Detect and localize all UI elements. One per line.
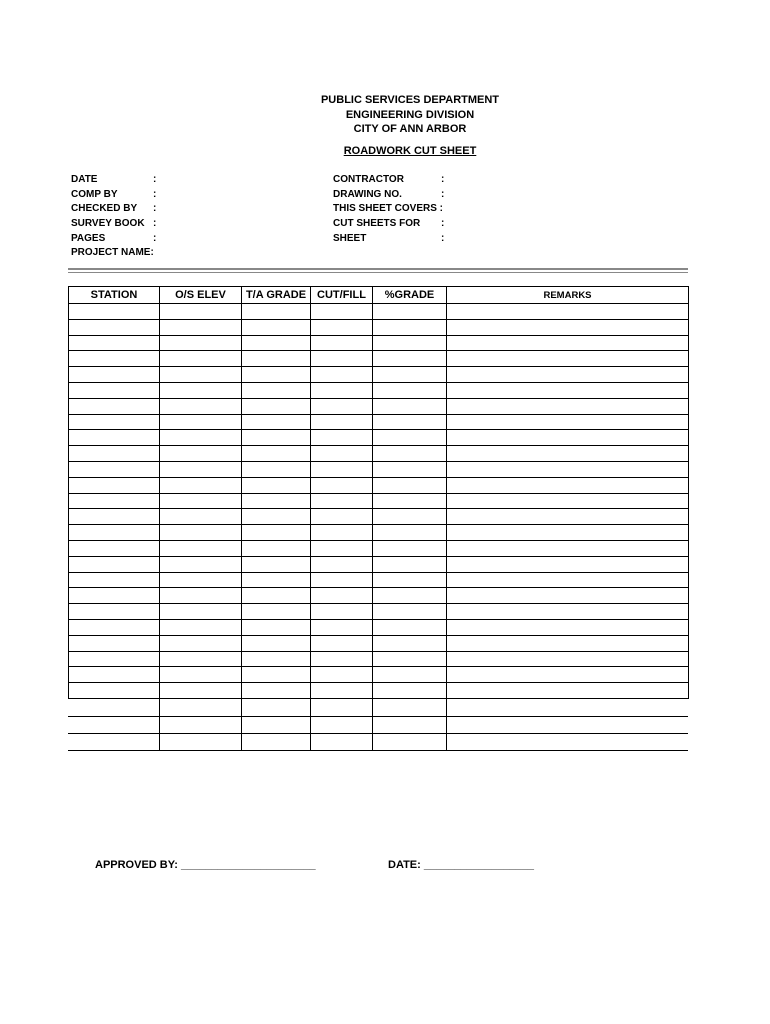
table-cell[interactable] xyxy=(69,619,160,635)
table-cell[interactable] xyxy=(373,461,447,477)
table-cell[interactable] xyxy=(311,304,373,320)
table-cell[interactable] xyxy=(311,651,373,667)
extra-column-separator xyxy=(159,699,160,750)
table-cell[interactable] xyxy=(242,414,311,430)
table-cell[interactable] xyxy=(160,540,242,556)
approved-by-line[interactable]: APPROVED BY: ______________________ xyxy=(95,859,316,871)
table-cell[interactable] xyxy=(160,304,242,320)
column-header-cut-fill: CUT/FILL xyxy=(311,287,373,304)
table-cell[interactable] xyxy=(447,683,689,699)
table-cell[interactable] xyxy=(311,509,373,525)
table-cell[interactable] xyxy=(69,540,160,556)
table-cell[interactable] xyxy=(447,667,689,683)
table-cell[interactable] xyxy=(160,430,242,446)
division-heading: ENGINEERING DIVISION xyxy=(345,108,475,121)
table-cell[interactable] xyxy=(311,635,373,651)
table-row xyxy=(69,604,689,620)
table-cell[interactable] xyxy=(311,382,373,398)
table-row xyxy=(69,446,689,462)
table-cell[interactable] xyxy=(447,430,689,446)
table-cell[interactable] xyxy=(447,398,689,414)
table-cell[interactable] xyxy=(69,382,160,398)
column-header-remarks: REMARKS xyxy=(447,287,689,304)
table-cell[interactable] xyxy=(242,667,311,683)
table-cell[interactable] xyxy=(447,651,689,667)
table-row xyxy=(69,619,689,635)
table-cell[interactable] xyxy=(373,683,447,699)
table-row xyxy=(69,335,689,351)
table-cell[interactable] xyxy=(69,509,160,525)
field-label: SURVEY BOOK xyxy=(71,218,145,230)
field-label: PROJECT NAME: xyxy=(71,247,154,259)
table-cell[interactable] xyxy=(311,351,373,367)
table-cell[interactable] xyxy=(447,619,689,635)
table-cell[interactable] xyxy=(160,572,242,588)
table-cell[interactable] xyxy=(160,667,242,683)
table-cell[interactable] xyxy=(69,398,160,414)
table-cell[interactable] xyxy=(242,604,311,620)
table-cell[interactable] xyxy=(160,398,242,414)
table-cell[interactable] xyxy=(447,414,689,430)
info-block-right xyxy=(333,173,533,246)
extra-column-separator xyxy=(372,699,373,750)
table-cell[interactable] xyxy=(447,509,689,525)
table-cell[interactable] xyxy=(447,335,689,351)
table-row xyxy=(69,509,689,525)
column-header-os-elev: O/S ELEV xyxy=(160,287,242,304)
table-cell[interactable] xyxy=(69,572,160,588)
table-cell[interactable] xyxy=(242,588,311,604)
table-cell[interactable] xyxy=(373,351,447,367)
divider-rule-thin xyxy=(68,272,688,273)
table-cell[interactable] xyxy=(160,588,242,604)
table-cell[interactable] xyxy=(373,619,447,635)
field-label: PAGES xyxy=(71,232,106,244)
table-cell[interactable] xyxy=(160,635,242,651)
table-cell[interactable] xyxy=(160,477,242,493)
table-cell[interactable] xyxy=(373,414,447,430)
table-cell[interactable] xyxy=(69,525,160,541)
table-cell[interactable] xyxy=(447,540,689,556)
table-cell[interactable] xyxy=(447,367,689,383)
table-row xyxy=(69,351,689,367)
table-cell[interactable] xyxy=(373,540,447,556)
table-cell[interactable] xyxy=(69,588,160,604)
table-cell[interactable] xyxy=(69,367,160,383)
field-drawing-no[interactable] xyxy=(333,188,533,203)
table-cell[interactable] xyxy=(242,335,311,351)
table-cell[interactable] xyxy=(69,446,160,462)
table-cell[interactable] xyxy=(242,477,311,493)
department-heading: PUBLIC SERVICES DEPARTMENT xyxy=(320,94,500,106)
table-row xyxy=(69,667,689,683)
field-this-sheet-covers[interactable] xyxy=(333,202,533,217)
table-cell[interactable] xyxy=(373,304,447,320)
table-row xyxy=(69,572,689,588)
table-cell[interactable] xyxy=(373,398,447,414)
field-contractor[interactable] xyxy=(333,173,533,188)
table-cell[interactable] xyxy=(242,398,311,414)
table-cell[interactable] xyxy=(69,414,160,430)
table-cell[interactable] xyxy=(69,351,160,367)
table-row xyxy=(69,430,689,446)
table-cell[interactable] xyxy=(447,382,689,398)
field-colon: : xyxy=(153,218,157,230)
info-block-left xyxy=(71,173,271,261)
table-cell[interactable] xyxy=(69,430,160,446)
field-sheet[interactable] xyxy=(333,232,533,247)
table-cell[interactable] xyxy=(373,556,447,572)
table-cell[interactable] xyxy=(311,572,373,588)
field-survey-book[interactable] xyxy=(71,217,271,232)
table-cell[interactable] xyxy=(242,509,311,525)
table-cell[interactable] xyxy=(373,525,447,541)
table-cell[interactable] xyxy=(311,619,373,635)
table-cell[interactable] xyxy=(447,635,689,651)
table-cell[interactable] xyxy=(69,667,160,683)
table-cell[interactable] xyxy=(447,351,689,367)
extra-row-line xyxy=(68,750,688,751)
field-pages[interactable] xyxy=(71,232,271,247)
field-label: DATE xyxy=(71,174,98,185)
table-row xyxy=(69,414,689,430)
field-label: COMP BY xyxy=(71,188,118,200)
table-cell[interactable] xyxy=(447,477,689,493)
table-row xyxy=(69,382,689,398)
table-cell[interactable] xyxy=(242,461,311,477)
table-cell[interactable] xyxy=(242,493,311,509)
approval-date-line[interactable]: DATE: __________________ xyxy=(388,859,534,871)
table-row xyxy=(69,683,689,699)
table-cell[interactable] xyxy=(69,604,160,620)
table-cell[interactable] xyxy=(311,493,373,509)
cut-sheet-table xyxy=(68,286,689,699)
table-cell[interactable] xyxy=(160,382,242,398)
field-project-name[interactable] xyxy=(71,246,271,261)
table-cell[interactable] xyxy=(242,556,311,572)
table-cell[interactable] xyxy=(160,461,242,477)
table-cell[interactable] xyxy=(373,367,447,383)
extra-row-line xyxy=(68,733,688,734)
table-cell[interactable] xyxy=(311,446,373,462)
field-colon: : xyxy=(153,232,157,244)
table-cell[interactable] xyxy=(447,588,689,604)
table-cell[interactable] xyxy=(69,556,160,572)
table-cell[interactable] xyxy=(311,525,373,541)
table-cell[interactable] xyxy=(242,351,311,367)
column-header-percent-grade: %GRADE xyxy=(373,287,447,304)
table-row xyxy=(69,477,689,493)
table-row xyxy=(69,525,689,541)
table-cell[interactable] xyxy=(373,382,447,398)
field-label: CONTRACTOR xyxy=(333,174,404,185)
field-colon: : xyxy=(441,188,445,200)
table-cell[interactable] xyxy=(311,319,373,335)
field-cut-sheets-for[interactable] xyxy=(333,217,533,232)
extra-column-separator xyxy=(310,699,311,750)
table-cell[interactable] xyxy=(242,683,311,699)
table-cell[interactable] xyxy=(242,540,311,556)
table-cell[interactable] xyxy=(242,651,311,667)
table-cell[interactable] xyxy=(311,335,373,351)
table-cell[interactable] xyxy=(160,367,242,383)
table-cell[interactable] xyxy=(373,477,447,493)
table-cell[interactable] xyxy=(373,572,447,588)
column-header-ta-grade: T/A GRADE xyxy=(242,287,311,304)
field-label: DRAWING NO. xyxy=(333,188,402,200)
table-cell[interactable] xyxy=(242,525,311,541)
table-cell[interactable] xyxy=(242,572,311,588)
table-cell[interactable] xyxy=(311,477,373,493)
extra-column-separator xyxy=(446,699,447,750)
table-cell[interactable] xyxy=(373,493,447,509)
table-cell[interactable] xyxy=(242,619,311,635)
field-colon: : xyxy=(153,174,157,185)
city-heading: CITY OF ANN ARBOR xyxy=(353,123,467,135)
table-cell[interactable] xyxy=(311,367,373,383)
table-row xyxy=(69,635,689,651)
table-cell[interactable] xyxy=(311,667,373,683)
extra-column-separator xyxy=(241,699,242,750)
extra-row-line xyxy=(68,716,688,717)
table-cell[interactable] xyxy=(69,477,160,493)
table-row xyxy=(69,304,689,320)
table-cell[interactable] xyxy=(311,556,373,572)
field-label: SHEET xyxy=(333,232,367,244)
table-header-row xyxy=(69,287,689,304)
table-cell[interactable] xyxy=(242,430,311,446)
table-cell[interactable] xyxy=(373,667,447,683)
table-cell[interactable] xyxy=(373,446,447,462)
table-cell[interactable] xyxy=(160,414,242,430)
field-label: CHECKED BY xyxy=(71,203,138,215)
table-cell[interactable] xyxy=(242,304,311,320)
table-cell[interactable] xyxy=(160,446,242,462)
field-colon: : xyxy=(441,232,445,244)
table-cell[interactable] xyxy=(311,683,373,699)
table-cell[interactable] xyxy=(69,335,160,351)
table-row xyxy=(69,651,689,667)
table-cell[interactable] xyxy=(447,493,689,509)
table-cell[interactable] xyxy=(160,604,242,620)
table-cell[interactable] xyxy=(447,304,689,320)
table-cell[interactable] xyxy=(311,604,373,620)
table-cell[interactable] xyxy=(242,319,311,335)
table-cell[interactable] xyxy=(160,493,242,509)
table-cell[interactable] xyxy=(69,304,160,320)
table-cell[interactable] xyxy=(447,604,689,620)
table-row xyxy=(69,556,689,572)
table-cell[interactable] xyxy=(160,556,242,572)
table-cell[interactable] xyxy=(447,461,689,477)
table-cell[interactable] xyxy=(160,525,242,541)
table-cell[interactable] xyxy=(373,335,447,351)
table-cell[interactable] xyxy=(242,446,311,462)
field-comp-by[interactable] xyxy=(71,188,271,203)
table-cell[interactable] xyxy=(69,461,160,477)
table-cell[interactable] xyxy=(311,430,373,446)
field-checked-by[interactable] xyxy=(71,202,271,217)
table-row xyxy=(69,398,689,414)
table-cell[interactable] xyxy=(160,335,242,351)
field-colon: : xyxy=(153,188,157,200)
table-cell[interactable] xyxy=(242,382,311,398)
table-row xyxy=(69,367,689,383)
table-cell[interactable] xyxy=(160,319,242,335)
table-cell[interactable] xyxy=(373,319,447,335)
field-label: CUT SHEETS FOR xyxy=(333,218,421,230)
table-row xyxy=(69,493,689,509)
table-cell[interactable] xyxy=(69,683,160,699)
table-cell[interactable] xyxy=(160,683,242,699)
form-title: ROADWORK CUT SHEET xyxy=(343,145,477,157)
table-cell[interactable] xyxy=(311,398,373,414)
field-colon: : xyxy=(441,218,445,230)
table-cell[interactable] xyxy=(242,635,311,651)
table-cell[interactable] xyxy=(311,461,373,477)
table-cell[interactable] xyxy=(311,540,373,556)
table-cell[interactable] xyxy=(69,493,160,509)
table-cell[interactable] xyxy=(373,635,447,651)
table-cell[interactable] xyxy=(447,525,689,541)
divider-rule xyxy=(68,268,688,270)
table-cell[interactable] xyxy=(69,319,160,335)
table-cell[interactable] xyxy=(160,351,242,367)
table-cell[interactable] xyxy=(311,414,373,430)
table-cell[interactable] xyxy=(69,635,160,651)
table-row xyxy=(69,540,689,556)
table-row xyxy=(69,588,689,604)
table-cell[interactable] xyxy=(160,651,242,667)
table-row xyxy=(69,319,689,335)
field-colon: : xyxy=(441,174,445,185)
table-cell[interactable] xyxy=(160,619,242,635)
table-cell[interactable] xyxy=(373,509,447,525)
table-cell[interactable] xyxy=(373,651,447,667)
table-cell[interactable] xyxy=(242,367,311,383)
table-cell[interactable] xyxy=(447,572,689,588)
table-cell[interactable] xyxy=(447,556,689,572)
table-cell[interactable] xyxy=(160,509,242,525)
field-colon: : xyxy=(153,203,157,215)
table-cell[interactable] xyxy=(373,604,447,620)
table-cell[interactable] xyxy=(447,319,689,335)
table-cell[interactable] xyxy=(373,588,447,604)
table-row xyxy=(69,461,689,477)
field-date[interactable] xyxy=(71,173,271,188)
table-cell[interactable] xyxy=(311,588,373,604)
column-header-station: STATION xyxy=(69,287,160,304)
table-cell[interactable] xyxy=(69,651,160,667)
field-label: THIS SHEET COVERS : xyxy=(333,203,444,215)
table-cell[interactable] xyxy=(373,430,447,446)
table-cell[interactable] xyxy=(447,446,689,462)
